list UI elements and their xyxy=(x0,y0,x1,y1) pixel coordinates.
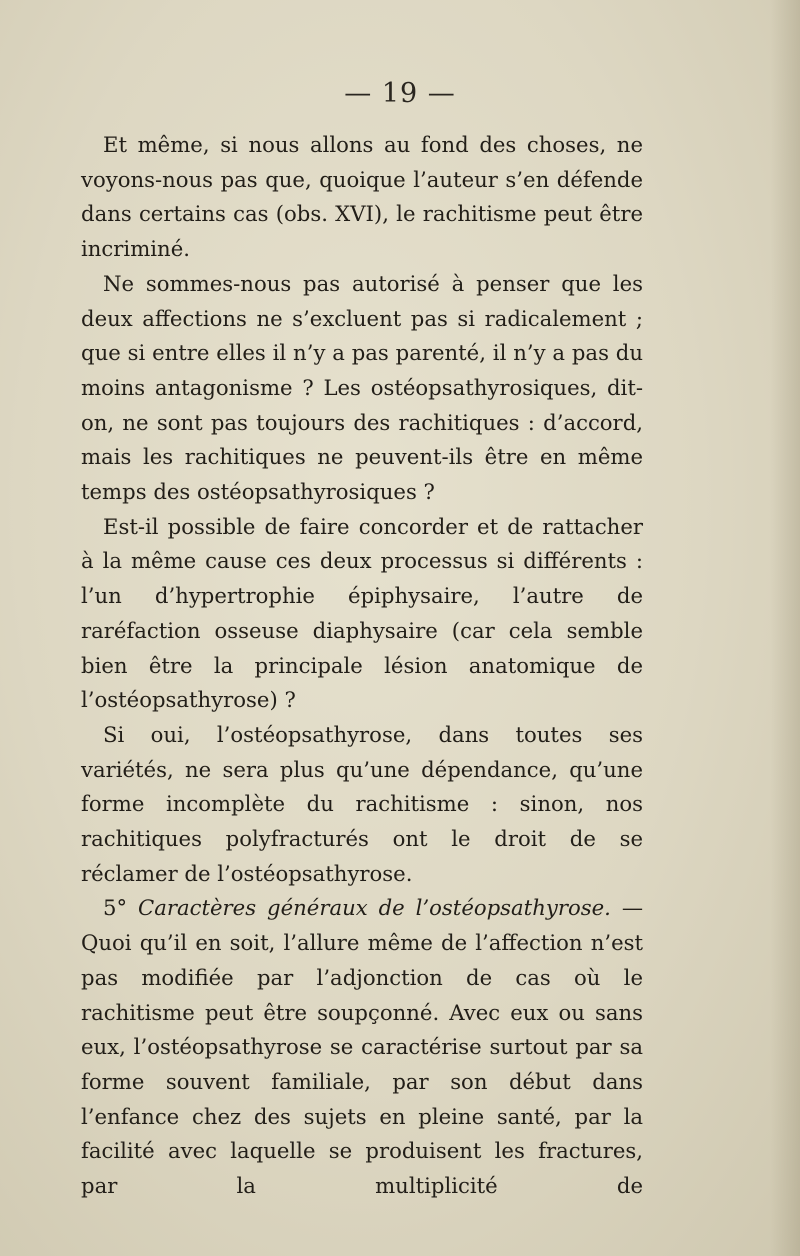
paragraph-3: Est-il possible de faire concorder et de rattacher à la même cause ces deux processus si différents : l’un d’hypertrophie épiphysaire, l’autre de raréfaction osseuse diaphysaire (car cela semble bien être la principale lésion anatomique de l’ostéopsathyrose) ? xyxy=(81,513,643,713)
paragraph-5 xyxy=(81,891,643,1203)
section-heading: Caractères généraux de l’ostéopsathyrose. xyxy=(138,895,611,921)
body-text xyxy=(81,128,643,1204)
paragraph-1: Et même, si nous allons au fond des choses, ne voyons-nous pas que, quoique l’auteur s’en défende dans certains cas (obs. XVI), le rachitisme peut être incriminé. xyxy=(81,132,643,262)
section-dash: — xyxy=(621,895,643,921)
section-number: 5° xyxy=(103,895,128,921)
section-body: Quoi qu’il en soit, l’allure même de l’affection n’est pas modifiée par l’adjonction de cas où le rachitisme peut être soupçonné. Avec eux ou sans eux, l’ostéopsathyrose se caractérise surtout par sa forme souvent familiale, par son début dans l’enfance chez des sujets en pleine santé, par la facilité avec laquelle se produisent les fractures, par la multiplicité de xyxy=(81,930,643,1199)
paragraph-2: Ne sommes-nous pas autorisé à penser que les deux affections ne s’excluent pas si radicalement ; que si entre elles il n’y a pas parenté, il n’y a pas du moins antagonisme ? Les ostéopsathyrosiques, dit-on, ne sont pas toujours des rachitiques : d’accord, mais les rachitiques ne peuvent-ils être en même temps des ostéopsathyrosiques ? xyxy=(81,270,643,505)
page-number-header: — 19 — xyxy=(344,78,456,109)
paragraph-4: Si oui, l’ostéopsathyrose, dans toutes ses variétés, ne sera plus qu’une dépendance, qu’une forme incomplète du rachitisme : sinon, nos rachitiques polyfracturés ont le droit de se réclamer de l’ostéopsathyrose. xyxy=(81,721,643,886)
